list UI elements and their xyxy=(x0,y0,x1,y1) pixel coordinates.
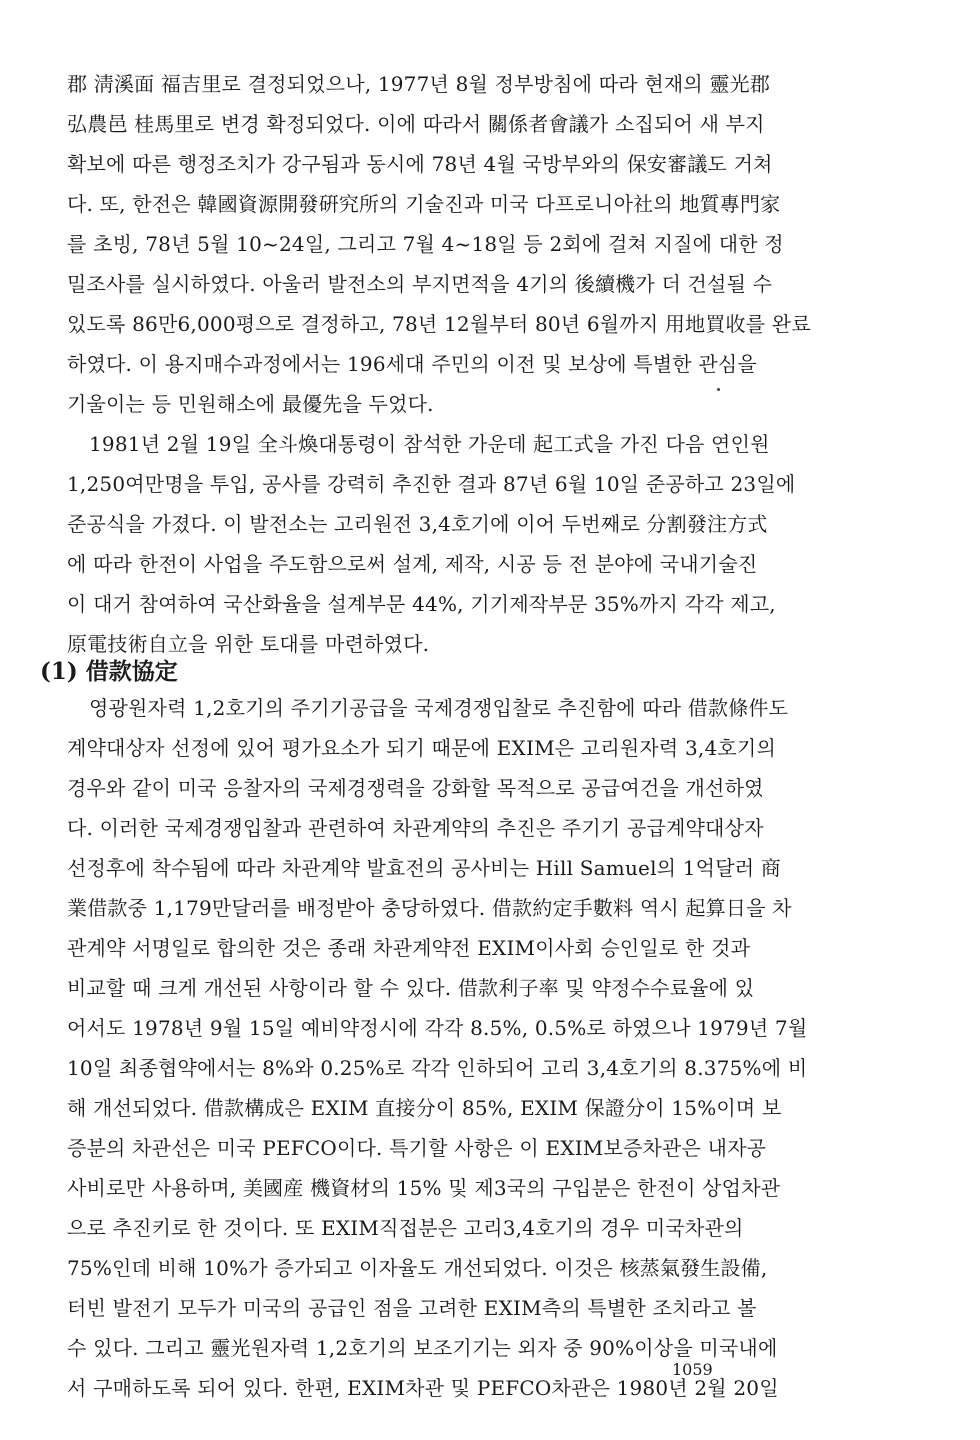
text-line: 어서도 1978년 9월 15일 예비약정시에 각각 8.5%, 0.5%로 하였으나 1979년 7월 xyxy=(67,1016,808,1040)
text-line: 10일 최종협약에서는 8%와 0.25%로 각각 인하되어 고리 3,4호기의 8.375%에 비 xyxy=(67,1056,808,1080)
text-line: 하였다. 이 용지매수과정에서는 196세대 주민의 이전 및 보상에 특별한 관심을 xyxy=(67,352,757,376)
text-line: 다. 또, 한전은 韓國資源開發硏究所의 기술진과 미국 다프로니아社의 地質專門家 xyxy=(67,192,781,216)
section-heading: (1) 借款協定 xyxy=(40,658,178,685)
text-line: 밀조사를 실시하였다. 아울러 발전소의 부지면적을 4기의 後續機가 더 건설될 수 xyxy=(67,272,773,296)
text-line: 으로 추진키로 한 것이다. 또 EXIM직접분은 고리3,4호기의 경우 미국차관의 xyxy=(67,1216,744,1240)
text-line: 확보에 따른 행정조치가 강구됨과 동시에 78년 4월 국방부와의 保安審議도 거쳐 xyxy=(67,152,773,176)
text-line: 75%인데 비해 10%가 증가되고 이자율도 개선되었다. 이것은 核蒸氣發生設備, xyxy=(67,1256,768,1280)
text-line: 이 대거 참여하여 국산화율을 설계부문 44%, 기기제작부문 35%까지 각각 제고, xyxy=(67,592,776,616)
text-line: 1981년 2월 19일 全斗煥대통령이 참석한 가운데 起工式을 가진 다음 연인원 xyxy=(89,432,770,456)
text-line: 다. 이러한 국제경쟁입찰과 관련하여 차관계약의 추진은 주기기 공급계약대상자 xyxy=(67,816,764,840)
text-line: 1,250여만명을 투입, 공사를 강력히 추진한 결과 87년 6월 10일 준공하고 23일에 xyxy=(67,472,796,496)
text-line: 기울이는 등 민원해소에 最優先을 두었다. xyxy=(67,392,434,416)
text-line: 사비로만 사용하며, 美國産 機資材의 15% 및 제3국의 구입분은 한전이 상업차관 xyxy=(67,1176,781,1200)
text-line: 비교할 때 크게 개선된 사항이라 할 수 있다. 借款利子率 및 약정수수료율에 있 xyxy=(67,976,755,1000)
text-line: 수 있다. 그리고 靈光원자력 1,2호기의 보조기기는 외자 중 90%이상을 미국내에 xyxy=(67,1336,778,1360)
text-line: 弘農邑 桂馬里로 변경 확정되었다. 이에 따라서 關係者會議가 소집되어 새 부지 xyxy=(67,112,765,136)
text-line: 郡 淸溪面 福吉里로 결정되었으나, 1977년 8월 정부방침에 따라 현재의 靈光郡 xyxy=(67,72,771,96)
text-line: 선정후에 착수됨에 따라 차관계약 발효전의 공사비는 Hill Samuel의 1억달러 商 xyxy=(67,856,781,880)
text-line: 경우와 같이 미국 응찰자의 국제경쟁력을 강화할 목적으로 공급여건을 개선하였 xyxy=(67,776,764,800)
text-line: 해 개선되었다. 借款構成은 EXIM 直接分이 85%, EXIM 保證分이 15%이며 보 xyxy=(67,1096,782,1120)
text-line: 준공식을 가졌다. 이 발전소는 고리원전 3,4호기에 이어 두번째로 分割發注方式 xyxy=(67,512,768,536)
text-line: 를 초빙, 78년 5월 10~24일, 그리고 7월 4~18일 등 2회에 걸쳐 지질에 대한 정 xyxy=(67,232,784,256)
text-line: 에 따라 한전이 사업을 주도함으로써 설계, 제작, 시공 등 전 분야에 국내기술진 xyxy=(67,552,758,576)
text-line: 있도록 86만6,000평으로 결정하고, 78년 12월부터 80년 6월까지 用地買收를 완료 xyxy=(67,312,811,336)
text-line: 계약대상자 선정에 있어 평가요소가 되기 때문에 EXIM은 고리원자력 3,4호기의 xyxy=(67,736,776,760)
text-line: 증분의 차관선은 미국 PEFCO이다. 특기할 사항은 이 EXIM보증차관은 내자공 xyxy=(67,1136,767,1160)
text-line: 관계약 서명일로 합의한 것은 종래 차관계약전 EXIM이사회 승인일로 한 것과 xyxy=(67,936,751,960)
text-line: 原電技術自立을 위한 토대를 마련하였다. xyxy=(67,632,430,656)
text-line: 터빈 발전기 모두가 미국의 공급인 점을 고려한 EXIM측의 특별한 조치라고 볼 xyxy=(67,1296,757,1320)
page-number: 1059 xyxy=(672,1360,713,1379)
text-line: 영광원자력 1,2호기의 주기기공급을 국제경쟁입찰로 추진함에 따라 借款條件도 xyxy=(89,696,789,720)
text-line: 業借款중 1,179만달러를 배정받아 충당하였다. 借款約定手數料 역시 起算日을 차 xyxy=(67,896,792,920)
text-line: 서 구매하도록 되어 있다. 한편, EXIM차관 및 PEFCO차관은 1980년 2월 20일 xyxy=(67,1376,779,1400)
scan-speck xyxy=(717,388,720,391)
